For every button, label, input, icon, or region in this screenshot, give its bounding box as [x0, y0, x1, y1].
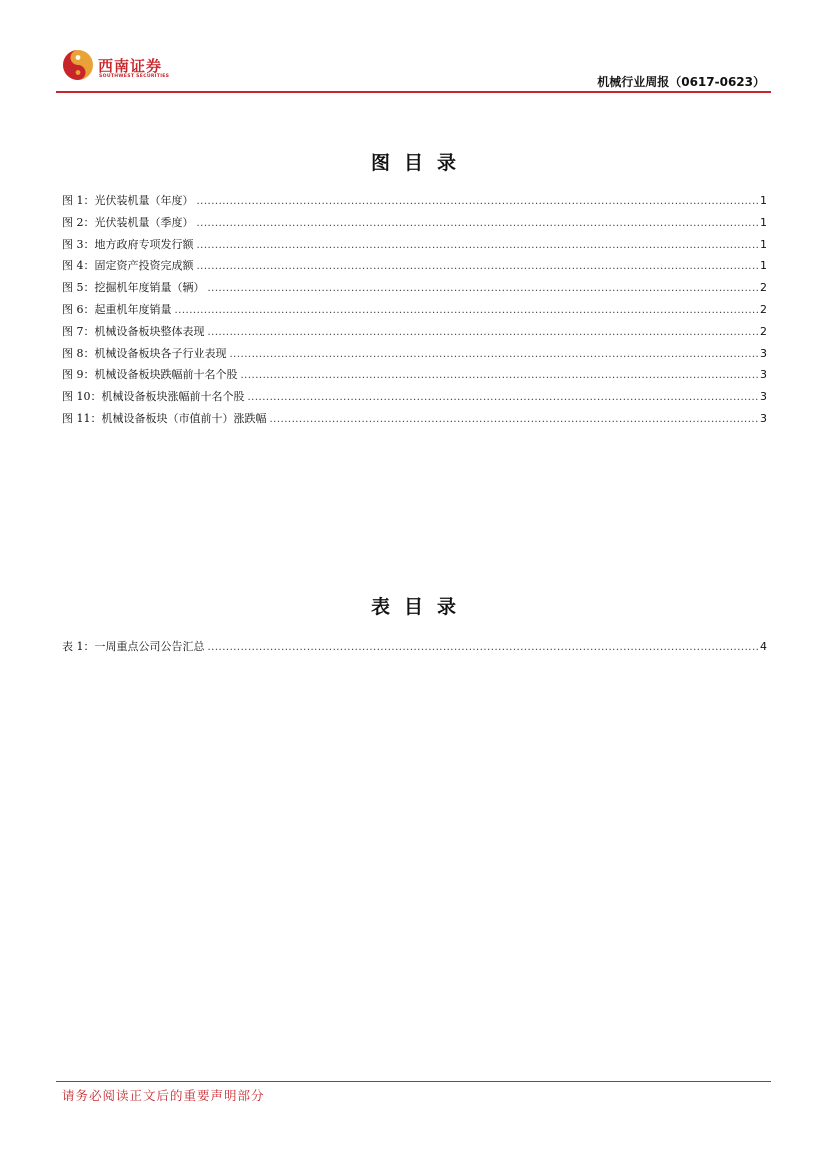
logo-name-cn: 西南证券: [98, 57, 163, 75]
toc-leader: [241, 365, 759, 387]
southwest-securities-logo-icon: [62, 49, 94, 81]
toc-entry-page: 2: [760, 324, 767, 338]
toc-entry-label: 图 4：固定资产投资完成额: [62, 259, 194, 273]
toc-entry-label: 图 1：光伏装机量（年度）: [62, 194, 194, 207]
toc-entry[interactable]: [62, 408, 767, 430]
footer-notice: 请务必阅读正文后的重要声明部分: [62, 1088, 265, 1103]
toc-entry-label: 图 9：机械设备板块跌幅前十名个股: [62, 368, 238, 382]
footer-divider: [56, 1081, 771, 1082]
toc-entry-page: 3: [760, 411, 767, 425]
toc-entry[interactable]: [62, 321, 767, 343]
toc-leader: [197, 191, 759, 213]
toc-entry-page: 4: [760, 640, 767, 653]
toc-entry[interactable]: [62, 277, 767, 299]
toc-entry-page: 3: [760, 368, 767, 382]
toc-entry[interactable]: [62, 190, 767, 212]
toc-entry-label: 图 6：起重机年度销量: [62, 302, 172, 316]
figures-toc-title: 图目录: [370, 152, 470, 174]
toc-entry-label: 表 1：一周重点公司公告汇总: [62, 640, 205, 653]
toc-entry[interactable]: [62, 386, 767, 408]
logo-name-en: SOUTHWEST SECURITIES: [99, 74, 170, 79]
toc-entry[interactable]: [62, 299, 767, 321]
toc-leader: [208, 278, 759, 300]
toc-leader: [270, 409, 759, 431]
toc-entry[interactable]: [62, 364, 767, 386]
toc-leader: [208, 322, 759, 344]
toc-entry[interactable]: [62, 255, 767, 277]
toc-leader: [197, 235, 759, 257]
toc-leader: [230, 344, 759, 366]
figures-toc-list: [62, 190, 767, 430]
toc-entry-page: 1: [760, 194, 767, 207]
toc-entry[interactable]: [62, 212, 767, 234]
toc-entry-label: 图 7：机械设备板块整体表现: [62, 324, 205, 338]
toc-entry-page: 2: [760, 281, 767, 295]
toc-entry[interactable]: [62, 636, 767, 658]
toc-entry-label: 图 8：机械设备板块各子行业表现: [62, 346, 227, 360]
toc-entry-page: 1: [760, 215, 767, 229]
toc-entry-page: 3: [760, 390, 767, 404]
tables-toc-title: 表目录: [370, 596, 470, 618]
report-title: 机械行业周报（0617-0623）: [597, 75, 765, 89]
toc-leader: [208, 637, 759, 659]
toc-leader: [175, 300, 759, 322]
toc-entry[interactable]: [62, 343, 767, 365]
toc-leader: [197, 256, 759, 278]
toc-entry-page: 1: [760, 259, 767, 273]
toc-entry-page: 2: [760, 302, 767, 316]
toc-entry-label: 图 10：机械设备板块涨幅前十名个股: [62, 390, 245, 404]
toc-leader: [197, 213, 759, 235]
toc-leader: [248, 387, 759, 409]
toc-entry-label: 图 11：机械设备板块（市值前十）涨跌幅: [62, 411, 267, 425]
toc-entry[interactable]: [62, 234, 767, 256]
tables-toc-list: [62, 636, 767, 658]
toc-entry-page: 1: [760, 237, 767, 251]
company-logo: [62, 49, 172, 85]
toc-entry-label: 图 5：挖掘机年度销量（辆）: [62, 281, 205, 295]
header-divider: [56, 91, 771, 93]
toc-entry-page: 3: [760, 346, 767, 360]
toc-entry-label: 图 2：光伏装机量（季度）: [62, 215, 194, 229]
toc-entry-label: 图 3：地方政府专项发行额: [62, 237, 194, 251]
